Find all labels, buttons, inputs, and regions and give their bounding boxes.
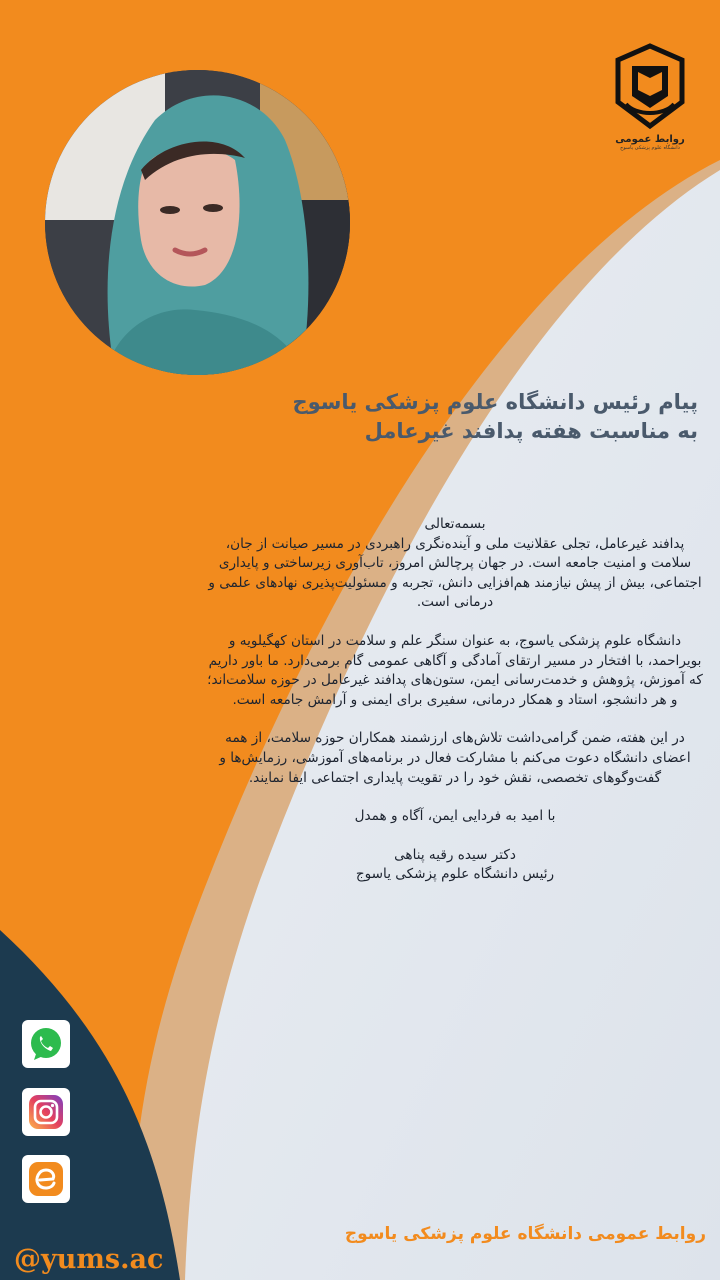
headline-line-2: به مناسبت هفته پدافند غیرعامل [364,419,698,443]
president-portrait [45,70,350,375]
instagram-button[interactable] [22,1088,70,1136]
message-paragraph-3: در این هفته، ضمن گرامی‌داشت تلاش‌های ارزشمند همکاران حوزه سلامت، از همه اعضای دانشگاه دعوت می‌کنم با مشارکت فعال در برنامه‌های آموزشی، رزمایش‌ها و گفت‌وگوهای تخصصی، نقش خود را در تقویت پایداری اجتماعی ایفا نمایند. [219,730,691,786]
headline-line-1: پیام رئیس دانشگاه علوم پزشکی یاسوج [292,390,698,414]
message-body [205,515,705,885]
public-relations-logo [610,42,690,152]
headline [98,388,698,446]
social-handle: @yums.ac [14,1244,164,1275]
closing-line: با امید به فردایی ایمن، آگاه و همدل [354,808,556,825]
logo-title: روابط عمومی [615,134,685,145]
instagram-icon [26,1092,66,1132]
footer-text: روابط عمومی دانشگاه علوم پزشکی یاسوج [344,1224,706,1244]
signature-title: رئیس دانشگاه علوم پزشکی یاسوج [355,866,555,883]
message-paragraph-1: پدافند غیرعامل، تجلی عقلانیت ملی و آینده‌نگری راهبردی در مسیر صیانت از جان، سلامت و امنیت جامعه است. در جهان پرچالش امروز، تاب‌آوری زیرساختی و پایداری اجتماعی، بیش از پیش نیازمند هم‌افزایی دانش، تجربه و مسئولیت‌پذیری نهادهای علمی و درمانی است. [208,535,702,611]
basmala: بسمه‌تعالی [424,516,486,532]
signature [205,846,705,885]
eitaa-icon [26,1159,66,1199]
logo-subtitle: دانشگاه علوم پزشکی یاسوج [620,145,680,151]
university-shield-icon [610,42,690,132]
message-paragraph-2: دانشگاه علوم پزشکی یاسوج، به عنوان سنگر علم و سلامت در استان کهگیلویه و بویراحمد، با افتخار در مسیر ارتقای آمادگی و آگاهی عمومی گام برمی‌دارد. ما باور داریم که آموزش، پژوهش و خدمت‌رسانی ایمن، ستون‌های پدافند غیرعامل در حوزه سلامت‌اند؛ و هر دانشجو، استاد و همکار درمانی، سفیری برای ایمنی و آرامش جامعه است. [207,632,703,708]
whatsapp-icon [26,1024,66,1064]
eitaa-button[interactable] [22,1155,70,1203]
whatsapp-button[interactable] [22,1020,70,1068]
signature-name: دکتر سیده رقیه پناهی [394,846,516,863]
